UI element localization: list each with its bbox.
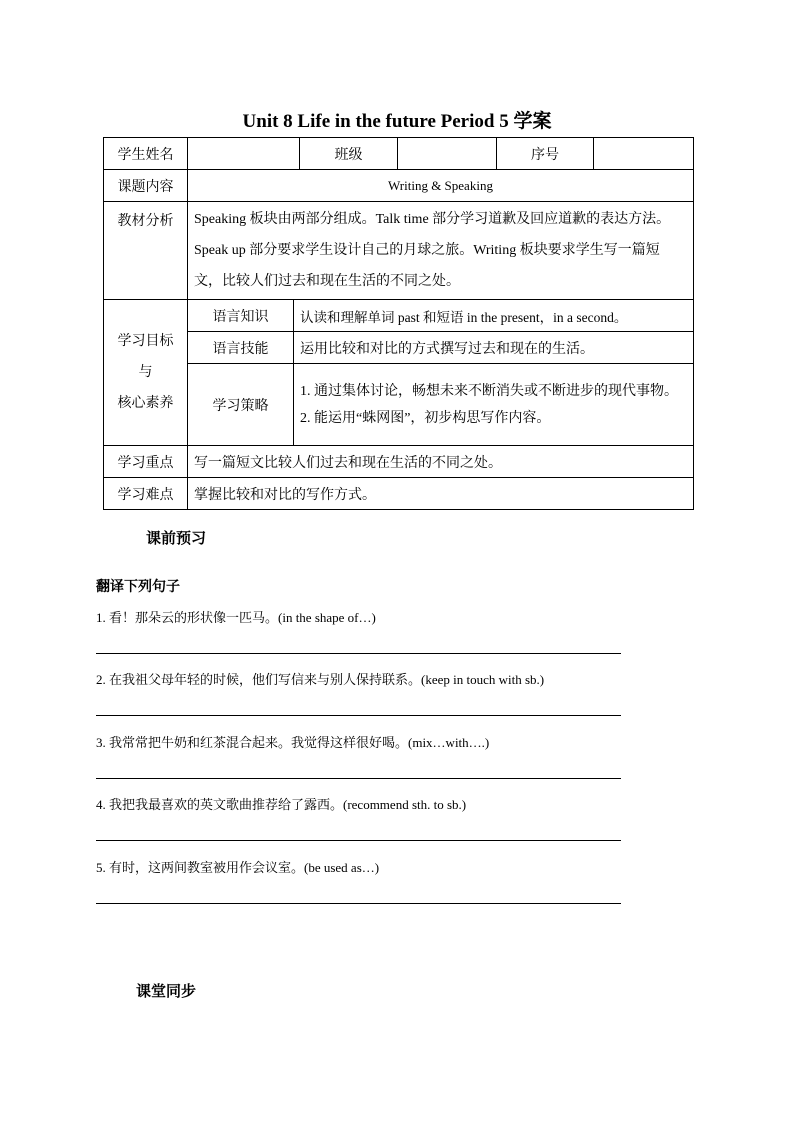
answer-line-2[interactable] bbox=[96, 715, 621, 716]
lang-knowledge-label: 语言知识 bbox=[188, 300, 294, 332]
question-3: 3. 我常常把牛奶和红茶混合起来。我觉得这样很好喝。(mix…with….) bbox=[96, 735, 490, 750]
class-sync-heading: 课堂同步 bbox=[136, 984, 197, 1000]
goals-label-line-1: 学习目标 bbox=[117, 334, 174, 349]
page-title: Unit 8 Life in the future Period 5 学案 bbox=[242, 111, 552, 132]
answer-line-5[interactable] bbox=[96, 903, 621, 904]
analysis-label: 教材分析 bbox=[104, 202, 188, 300]
answer-line-3[interactable] bbox=[96, 778, 621, 779]
lang-skill-text: 运用比较和对比的方式撰写过去和现在的生活。 bbox=[294, 332, 694, 364]
difficulty-text: 掌握比较和对比的写作方式。 bbox=[188, 478, 694, 510]
translate-heading: 翻译下列句子 bbox=[96, 580, 180, 595]
answer-line-4[interactable] bbox=[96, 840, 621, 841]
goals-label-line-2: 与 bbox=[138, 365, 153, 380]
preview-heading: 课前预习 bbox=[146, 531, 207, 547]
goals-label-line-3: 核心素养 bbox=[117, 396, 174, 411]
topic-value: Writing & Speaking bbox=[188, 170, 694, 202]
strategy-item-1: 1. 通过集体讨论，畅想未来不断消失或不断进步的现代事物。 bbox=[300, 383, 678, 399]
lang-knowledge-text: 认读和理解单词 past 和短语 in the present，in a second。 bbox=[294, 300, 694, 332]
number-label: 序号 bbox=[497, 138, 594, 170]
topic-label: 课题内容 bbox=[104, 170, 188, 202]
question-2: 2. 在我祖父母年轻的时候，他们写信来与别人保持联系。(keep in touch with sb.) bbox=[96, 672, 545, 687]
number-field bbox=[594, 138, 694, 170]
answer-line-1[interactable] bbox=[96, 653, 621, 654]
strategy-label: 学习策略 bbox=[188, 364, 294, 446]
strategy-cell bbox=[294, 364, 694, 446]
student-name-field bbox=[188, 138, 300, 170]
class-label: 班级 bbox=[300, 138, 398, 170]
goals-label bbox=[104, 300, 188, 446]
key-point-label: 学习重点 bbox=[104, 446, 188, 478]
student-name-label: 学生姓名 bbox=[104, 138, 188, 170]
analysis-text: Speaking 板块由两部分组成。Talk time 部分学习道歉及回应道歉的表达方法。Speak up 部分要求学生设计自己的月球之旅。Writing 板块要求学生写一篇短文，比较人们过去和现在生活的不同之处。 bbox=[188, 202, 694, 300]
question-4: 4. 我把我最喜欢的英文歌曲推荐给了露西。(recommend sth. to sb.) bbox=[96, 797, 467, 812]
lang-skill-label: 语言技能 bbox=[188, 332, 294, 364]
strategy-item-2: 2. 能运用“蛛网图”，初步构思写作内容。 bbox=[300, 410, 551, 426]
difficulty-label: 学习难点 bbox=[104, 478, 188, 510]
question-1: 1. 看！那朵云的形状像一匹马。(in the shape of…) bbox=[96, 610, 376, 625]
key-point-text: 写一篇短文比较人们过去和现在生活的不同之处。 bbox=[188, 446, 694, 478]
class-field bbox=[398, 138, 497, 170]
lesson-info-table bbox=[103, 137, 694, 510]
question-5: 5. 有时，这两间教室被用作会议室。(be used as…) bbox=[96, 860, 380, 875]
